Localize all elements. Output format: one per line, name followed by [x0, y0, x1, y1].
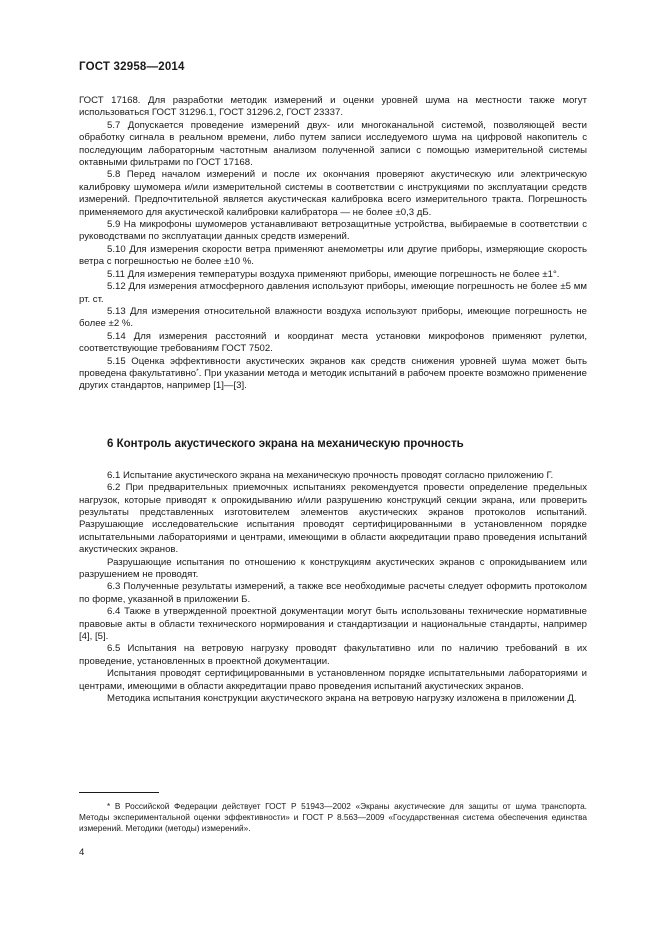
footnote: * В Российской Федерации действует ГОСТ Р 51943—2002 «Экраны акустические для защиты от шума транспорта. Методы экспериментальной оценки эффективности» и ГОСТ Р 8.563—2009 «Государственная система обеспечения единства измерений. Методики (методы) измерений».: [79, 801, 587, 833]
document-header: ГОСТ 32958—2014: [79, 61, 185, 73]
paragraph-continuation: ГОСТ 17168. Для разработки методик измерений и оценки уровней шума на местности также могут использоваться ГОСТ 31296.1, ГОСТ 31296.2, ГОСТ 23337.: [79, 95, 587, 119]
clause-5-7: 5.7 Допускается проведение измерений двух- или многоканальной системой, позволяющей вести обработку сигнала в реальном времени, либо путем записи исследуемого шума на цифровой накопитель с последующим лабораторным частотным анализом полученной записи с помощью измерительной системы октавными фильтрами по ГОСТ 17168.: [79, 119, 587, 169]
footnote-reference-mark: *: [196, 367, 199, 375]
clause-5-14: 5.14 Для измерения расстояний и координат места установки микрофонов применяют рулетки, соответствующие требованиям ГОСТ 7502.: [79, 330, 587, 355]
document-body: [79, 95, 587, 705]
clause-5-13: 5.13 Для измерения относительной влажности воздуха используют приборы, имеющие погрешность не более ±2 %.: [79, 305, 587, 330]
clause-5-15-text: 5.15 Оценка эффективности акустических экранов как средств снижения уровней шума может быть проведена факультативно: [79, 355, 587, 379]
clause-5-15: [79, 356, 587, 393]
clause-6-5-method: Методика испытания конструкции акустического экрана на ветровую нагрузку изложена в приложении Д.: [107, 693, 577, 705]
section-6-heading: 6 Контроль акустического экрана на механическую прочность: [107, 437, 464, 450]
clause-5-8: 5.8 Перед началом измерений и после их окончания проверяют акустическую или электрическую калибровку шумомера и/или измерительной системы в соответствии с инструкциями по эксплуатации средств измерений. Предпочтительной является акустическая калибровка всего измерительного тракта. Погрешность применяемого для акустической калибровки калибратора — не более ±0,3 дБ.: [79, 169, 587, 218]
clause-5-12: 5.12 Для измерения атмосферного давления используют приборы, имеющие погрешность не более ±5 мм рт. ст.: [79, 281, 587, 305]
clause-6-5: 6.5 Испытания на ветровую нагрузку проводят факультативно или по наличию требований в их проведение, установленных в проектной документации.: [79, 643, 587, 667]
clause-6-2: 6.2 При предварительных приемочных испытаниях рекомендуется провести определение предельных нагрузок, которые приводят к опрокидыванию и/или разрушению конструкций секции экрана, или проверить результаты представленных изготовителем элементов акустических экранов протоколов испытаний. Разрушающие исследовательские испытания проводят сертифицированными в установленном порядке испытательными лабораториями и центрами, имеющими в области аккредитации право проведения испытаний акустических экранов.: [79, 482, 587, 556]
clause-6-2-note: Разрушающие испытания по отношению к конструкциям акустических экранов с опрокидыванием или разрушением не проводят.: [79, 556, 587, 580]
clause-6-4: 6.4 Также в утвержденной проектной документации могут быть использованы технические нормативные правовые акты в области технического нормирования и стандартизации и национальные стандарты, например [4], [5].: [79, 606, 587, 643]
clause-6-3: 6.3 Полученные результаты измерений, а также все необходимые расчеты следует оформить протоколом по форме, указанной в приложении Б.: [79, 581, 587, 605]
clause-5-15-text-end: . При указании метода и методик испытаний в рабочем проекте возможно применение других стандартов, например [1]—[3].: [79, 367, 587, 392]
footnote-divider: [79, 792, 159, 793]
clause-5-11: 5.11 Для измерения температуры воздуха применяют приборы, имеющие погрешность не более ±1°.: [107, 268, 560, 280]
page-number: 4: [79, 847, 85, 858]
clause-5-10: 5.10 Для измерения скорости ветра применяют анемометры или другие приборы, измеряющие скорость ветра с погрешностью не более ±10 %.: [79, 243, 587, 268]
clause-5-9: 5.9 На микрофоны шумомеров устанавливают ветрозащитные устройства, выбираемые в соответствии с руководствами по эксплуатации данных средств измерений.: [79, 219, 587, 243]
clause-6-5-labs: Испытания проводят сертифицированными в установленном порядке испытательными лабораториями и центрами, имеющими в области аккредитации право проведения испытаний акустических экранов.: [79, 668, 587, 692]
clause-6-1: 6.1 Испытание акустического экрана на механическую прочность проводят согласно приложению Г.: [107, 469, 554, 481]
